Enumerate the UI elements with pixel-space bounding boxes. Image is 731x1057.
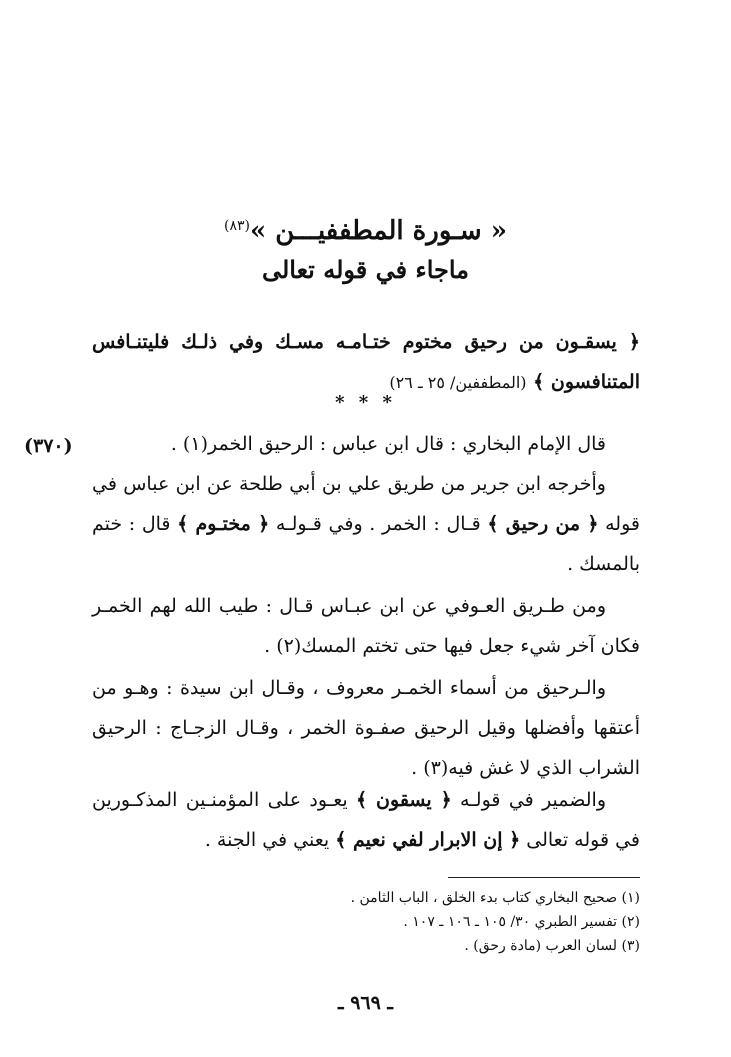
quote-min-rahiq: ﴿ من رحيق ﴾	[487, 513, 599, 535]
paragraph-5-text-e: يعني في الجنة .	[204, 829, 336, 851]
hadith-number: (٣٧٠)	[24, 435, 73, 457]
surah-title-line	[0, 206, 731, 251]
quote-yusqawn: ﴿ يسقون ﴾	[356, 789, 452, 811]
footnotes	[200, 886, 640, 958]
paragraph-2	[92, 464, 640, 584]
quote-makhtum: ﴿ مختـوم ﴾	[177, 513, 270, 535]
verse-text: ﴿ يسقـون من رحيق مختوم ختـامـه مسـك وفي ذلـك فليتنـافس المتنافسون ﴾	[92, 331, 640, 393]
paragraph-2-text-c: قـال : الخمر . وفي قـولـه	[269, 513, 488, 535]
footnote-2: (٢) تفسير الطبري ٣٠/ ١٠٥ ـ ١٠٦ ـ ١٠٧ .	[403, 914, 640, 930]
paragraph-2-text-a: وأخرجه ابن جرير من طريق علي بن أبي طلحة عن ابن عباس في قوله	[92, 473, 640, 535]
paragraph-5	[92, 780, 640, 860]
paragraph-5-text-a: والضمير في قولـه	[451, 789, 606, 811]
paragraph-1: قال الإمام البخاري : قال ابن عباس : الرحيق الخمر(١) .	[170, 433, 606, 455]
paragraph-4: والـرحيق من أسماء الخمـر معروف ، وقـال ابن سيدة : وهـو من أعتقها وأفضلها وقيل الرحيق صفـوة الخمر ، وقـال الزجـاج : الرحيق الشراب الذي لا غش فيه(٣) .	[92, 677, 640, 779]
section-subtitle: ماجاء في قوله تعالى	[261, 255, 470, 284]
page-number: ـ ٩٦٩ ـ	[338, 992, 393, 1014]
footnote-divider	[448, 877, 640, 878]
quote-inna-al-abrar: ﴿ إن الابرار لفي نعيم ﴾	[335, 829, 521, 851]
footnote-3: (٣) لسان العرب (مادة رحق) .	[464, 938, 640, 954]
paragraph-2-text-e: قال : ختم بالمسك .	[92, 513, 640, 575]
footnote-1: (١) صحيح البخاري كتاب بدء الخلق ، الباب الثامن .	[350, 890, 640, 906]
paragraph-3: ومن طـريق العـوفي عن ابن عبـاس قـال : طيب الله لهم الخمـر فكان آخر شيء جعل فيها حتى تختم المسك(٢) .	[92, 595, 640, 657]
paragraph-5-text-c: يعـود على المؤمنـين المذكـورين في قوله تعالى	[92, 789, 640, 851]
section-separator: * * *	[335, 392, 396, 413]
surah-number-note: (٨٣)	[224, 218, 250, 234]
quran-verse	[92, 322, 640, 403]
verse-reference: (المطففين/ ٢٥ ـ ٢٦)	[389, 373, 527, 392]
surah-title: « سـورة المطففيـــن »	[250, 216, 507, 246]
